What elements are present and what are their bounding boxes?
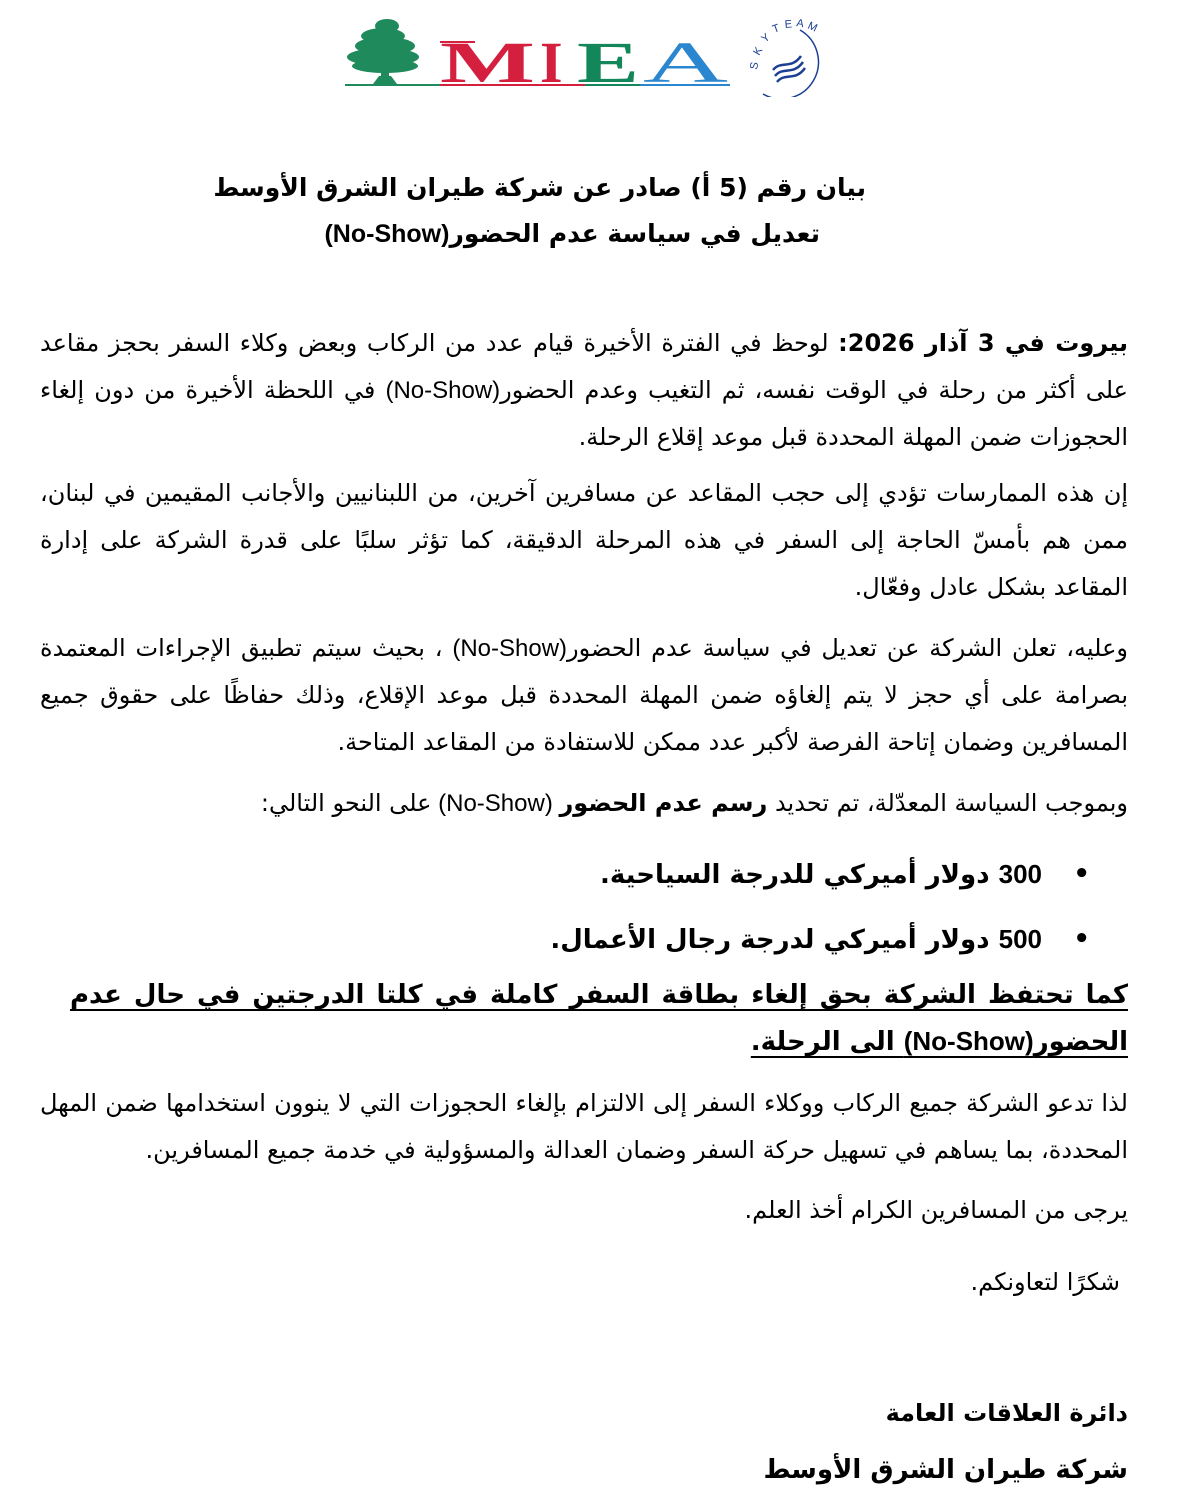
logo-letter-a: A — [643, 30, 729, 95]
bullet-icon: • — [1073, 859, 1090, 889]
svg-text:M: M — [805, 19, 820, 35]
fee-text: دولار أميركي لدرجة رجال الأعمال. — [550, 925, 999, 955]
cedar-tree-icon — [347, 19, 419, 84]
fee-intro-text-b: على النحو التالي: — [260, 789, 432, 817]
fee-intro-text-a: وبموجب السياسة المعدّلة، تم تحديد — [767, 789, 1128, 817]
intro-text-a: لوحظ في الفترة الأخيرة قيام عدد من الركاب وبعض وكلاء السفر بحجز مقاعد على أكثر من رحلة في الوقت نفسه، ثم التغيب وعدم الحضور — [40, 329, 1128, 404]
svg-text:K: K — [751, 45, 766, 58]
fee-amount: 500 — [998, 924, 1042, 954]
mea-skyteam-logo — [345, 12, 825, 97]
logo-letter-e: E — [577, 30, 639, 95]
paragraph-impact: إن هذه الممارسات تؤدي إلى حجب المقاعد عن مسافرين آخرين، من اللبنانيين والأجانب المقيمين في لبنان، ممن هم بأمسّ الحاجة إلى السفر في هذه المرحلة الدقيقة، كما تؤثر سلبًا على قدرة الشركة على إدارة المقاعد بشكل عادل وفعّال. — [40, 479, 1128, 601]
policy-text-a: وعليه، تعلن الشركة عن تعديل في سياسة عدم الحضور — [567, 634, 1128, 662]
paragraph-take-note: يرجى من المسافرين الكرام أخذ العلم. — [744, 1196, 1128, 1224]
subtitle-no-show: (No-Show) — [324, 220, 450, 248]
signature-department: دائرة العلاقات العامة — [885, 1399, 1128, 1427]
signature-company: شركة طيران الشرق الأوسط — [763, 1455, 1128, 1485]
svg-text:S: S — [748, 61, 762, 71]
logo-letter-i: I — [540, 30, 563, 95]
fee-list — [200, 842, 1090, 972]
skyteam-logo-icon — [748, 17, 819, 97]
svg-text:T: T — [770, 22, 782, 36]
svg-text:E: E — [784, 18, 793, 31]
fee-item-economy — [200, 842, 1090, 907]
notice-no-show: (No-Show) — [903, 1026, 1034, 1056]
dateline: بيروت في 3 آذار 2026: — [838, 329, 1129, 357]
fee-text: دولار أميركي للدرجة السياحية. — [599, 860, 999, 890]
fee-intro-bold: رسم عدم الحضور — [559, 789, 768, 817]
svg-text:A: A — [795, 17, 805, 31]
intro-text-b: في اللحظة الأخيرة من دون إلغاء الحجوزات ضمن المهلة المحددة قبل موعد إقلاع الرحلة. — [40, 376, 1128, 451]
statement-subtitle — [200, 211, 820, 257]
paragraph-intro — [40, 320, 1128, 461]
paragraph-thanks: شكرًا لتعاونكم. — [970, 1268, 1120, 1296]
fee-amount: 300 — [998, 859, 1042, 889]
statement-title: بيان رقم (5 أ) صادر عن شركة طيران الشرق الأوسط — [213, 173, 866, 202]
bullet-icon: • — [1073, 924, 1090, 954]
svg-text:Y: Y — [759, 31, 773, 46]
intro-no-show: (No-Show) — [385, 377, 501, 404]
fee-intro-no-show: (No-Show) — [431, 790, 560, 817]
paragraph-fee-intro — [40, 780, 1128, 827]
paragraph-call-to-action: لذا تدعو الشركة جميع الركاب ووكلاء السفر إلى الالتزام بإلغاء الحجوزات التي لا ينوون استخدامها ضمن المهل المحددة، بما يساهم في تسهيل حركة السفر وضمان العدالة والمسؤولية في خدمة جميع المسافرين. — [40, 1089, 1128, 1164]
paragraph-policy-change — [40, 625, 1128, 766]
ticket-cancellation-notice — [70, 972, 1128, 1065]
subtitle-arabic: تعديل في سياسة عدم الحضور — [449, 219, 820, 248]
policy-no-show: (No-Show) — [452, 635, 568, 662]
logo-letter-m: M — [440, 30, 535, 95]
fee-item-business — [200, 907, 1090, 972]
notice-text-a: كما تحتفظ الشركة بحق إلغاء بطاقة السفر كاملة في كلتا الدرجتين في حال عدم الحضور — [70, 980, 1128, 1057]
policy-text-b: ، بحيث سيتم تطبيق الإجراءات المعتمدة بصرامة على أي حجز لا يتم إلغاؤه ضمن المهلة المحددة قبل موعد الإقلاع، وذلك حفاظًا على حقوق جميع المسافرين وضمان إتاحة الفرصة لأكبر عدد ممكن للاستفادة من المقاعد المتاحة. — [40, 634, 1128, 756]
mea-logo — [345, 12, 825, 97]
notice-text-b: الى الرحلة. — [750, 1027, 904, 1057]
